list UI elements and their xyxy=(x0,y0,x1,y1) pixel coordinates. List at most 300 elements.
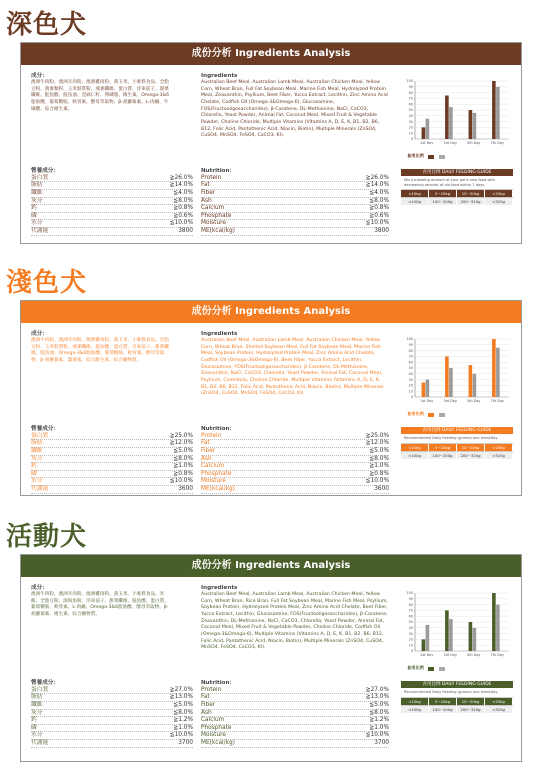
nutrient-name: 磷 xyxy=(31,470,37,477)
legend-title: 食用比例 xyxy=(407,411,424,416)
y-tick-label: 0 xyxy=(410,137,413,142)
nutrient-name: Moisture xyxy=(201,220,226,227)
bar xyxy=(492,81,496,139)
nutrient-value: ≦10.0% xyxy=(169,478,193,485)
bar xyxy=(496,348,500,397)
nutrient-value: ≧1.0% xyxy=(369,724,389,731)
feeding-guide xyxy=(401,167,513,205)
nutrition-zh-block xyxy=(31,426,193,494)
x-tick-label: 5th Day xyxy=(467,141,481,145)
nutrient-name: 蛋白質 xyxy=(31,686,49,693)
nutrient-name: 蛋白質 xyxy=(31,174,49,181)
y-tick-label: 70 xyxy=(408,96,413,101)
x-tick-label: 1st Day xyxy=(420,399,434,403)
nutrient-value: ≦10.0% xyxy=(169,732,193,739)
nutrient-name: Ash xyxy=(201,197,212,204)
nutrient-name: 纖維 xyxy=(31,189,43,196)
y-tick-label: 20 xyxy=(408,637,413,642)
y-tick-label: 90 xyxy=(408,85,413,89)
feeding-amount: 200~320g xyxy=(457,452,485,459)
nutrient-name: Ash xyxy=(201,455,212,462)
nutrient-name: 鈣 xyxy=(31,717,37,724)
nutrient-value: ≧13.0% xyxy=(169,694,193,701)
bar xyxy=(469,622,473,651)
nutrient-value: ≦10.0% xyxy=(169,220,193,227)
y-tick-label: 100 xyxy=(406,337,413,342)
nutrition-row xyxy=(201,440,389,448)
feeding-amount: 200~320g xyxy=(457,198,485,205)
nutrient-name: Fiber xyxy=(201,701,216,708)
nutrient-value: ≧0.8% xyxy=(369,205,389,212)
nutrient-value: ≧1.0% xyxy=(173,463,193,470)
nutrient-name: 灰分 xyxy=(31,455,43,462)
y-tick-label: 10 xyxy=(408,131,413,136)
section-2 xyxy=(0,258,540,496)
nutrient-name: ME(kcal/kg) xyxy=(201,485,235,492)
nutrient-value: 3800 xyxy=(178,227,193,234)
nutrition-row xyxy=(31,213,193,221)
nutrition-row xyxy=(31,220,193,228)
ingredients-en-block xyxy=(201,585,389,652)
nutrition-row xyxy=(31,486,193,494)
nutrient-value: ≧1.2% xyxy=(173,717,193,724)
nutrient-value: ≦8.0% xyxy=(369,197,389,204)
nutrition-zh-list xyxy=(31,175,193,236)
y-tick-label: 60 xyxy=(408,102,413,107)
feeding-amount: <100g xyxy=(401,706,429,713)
nutrient-name: 纖維 xyxy=(31,701,43,708)
nutrient-name: 脂肪 xyxy=(31,182,43,189)
nutrition-row xyxy=(201,687,389,695)
feeding-guide-text: Mix increasing amount of your pet's new food with decreasing amount of old food within 7 days. xyxy=(404,178,496,187)
bar xyxy=(473,628,477,651)
feeding-guide xyxy=(401,679,513,713)
nutrient-value: ≧25.0% xyxy=(169,432,193,439)
y-tick-label: 40 xyxy=(408,372,413,376)
nutrition-en-list xyxy=(201,433,389,494)
nutrient-name: Ash xyxy=(201,709,212,716)
nutrient-name: Phosphate xyxy=(201,724,232,731)
ingredients-en-text: Australian Beef Meal, Australian Lamb Meal, Australian Chicken Meal, Yellow Corn, Wheat Bran, Full Fat Soybean Meal, Marine Fish Meal, Hydrolyzed Protein Meal, Zeaxanthin, Psyllium, Beet Fiber, Yucca Extract, Lecithin, Zinc Amino Acid Chelate, Codfish Oil (Omega-3&Omega-6), Glucosamine, FOS(Fructooligosaccharides), β-Carotene, DL-Methionine, NaCl, CaCO3, Chlorella, Yeast Powder, Animal Fat, Coconut Meal, Mixed Fruit & Vegetable Powder, Choline Chloride, Multiple Vitamins (Vitamins A, D, E, K, B1, B2, B6, B12, Folic Acid, Pantothenic Acid, Niacin, Biotin), Multiple Minerals (ZnSO4, CuSO4, MnSO4, FeSO4, CoCO3, KI). xyxy=(201,79,388,139)
bar xyxy=(422,639,426,651)
nutrition-row xyxy=(201,456,389,464)
y-tick-label: 90 xyxy=(408,597,413,601)
legend-item xyxy=(439,666,446,671)
feeding-chart xyxy=(401,585,513,661)
nutrition-en-list xyxy=(201,687,389,748)
y-tick-label: 30 xyxy=(408,631,413,636)
ingredients-zh-label: 成分： xyxy=(31,585,48,591)
y-tick-label: 0 xyxy=(410,395,413,400)
nutrition-en-label: Nutrition： xyxy=(201,426,236,432)
feeding-amounts-row xyxy=(401,705,513,713)
feeding-weight: 5~10kg xyxy=(429,698,457,705)
nutrient-name: Calcium xyxy=(201,463,225,470)
feeding-amount: >320g xyxy=(485,452,513,459)
ingredients-en-label: Ingredients xyxy=(201,585,238,591)
nutrient-name: Fiber xyxy=(201,189,216,196)
nutrition-zh-block xyxy=(31,168,193,236)
bar xyxy=(426,119,430,139)
analysis-panel xyxy=(20,554,522,762)
nutrient-value: ≧0.6% xyxy=(173,212,193,219)
bar xyxy=(469,365,473,397)
nutrient-name: 纖維 xyxy=(31,447,43,454)
x-tick-label: 3rd Day xyxy=(443,653,457,657)
bar xyxy=(449,368,453,397)
nutrition-en-block xyxy=(201,426,389,494)
x-tick-label: 3rd Day xyxy=(443,141,457,145)
nutrient-name: Fat xyxy=(201,440,210,447)
feeding-weight: 10~20kg xyxy=(457,698,485,705)
y-tick-label: 0 xyxy=(410,649,413,654)
ingredients-en-text: Australian Beef Meal, Australian Lamb Meal, Australian Chicken Meal, Yellow Corn, Wheat Bran, Rice Bran, Full Fat Soybean Meal, Marine Fish Meal, Psyllium, Soybean Protein, Hydrolyzed Protein Meal, Zinc Amino Acid Chelate, Beet Fiber, Yucca Extract, Lecithin, Glucosamine, FOS(Fructooligosaccharides), β-Carotene, Zeaxanthin, DL-Methionine, NaCl, CaCO3, Chlorella, Yeast Powder, Animal Fat, Coconut Meal, Mixed Fruit & Vegetable Powder, Choline Chloride, Codfish Oil (Omega-3&Omega-6), Multiple Vitamins (Vitamins A, D, E, K, B1, B2, B6, B12, Folic Acid, Pantothenic Acid, Niacin, Biotin), Multiple Minerals (ZnSO4, CuSO4, MnSO4, FeSO4, CoCO3, KI). xyxy=(201,591,388,651)
nutrition-row xyxy=(31,687,193,695)
y-tick-label: 100 xyxy=(406,79,413,84)
nutrition-en-list xyxy=(201,175,389,236)
nutrition-row xyxy=(31,740,193,748)
x-tick-label: 1st Day xyxy=(420,141,434,145)
nutrition-row xyxy=(201,220,389,228)
analysis-panel xyxy=(20,42,522,244)
nutrition-row xyxy=(201,717,389,725)
legend-title: 食用比例 xyxy=(407,665,424,670)
feeding-chart xyxy=(401,73,513,149)
nutrient-name: 代謝能 xyxy=(31,739,49,746)
nutrient-name: 灰分 xyxy=(31,709,43,716)
nutrition-row xyxy=(31,732,193,740)
nutrition-row xyxy=(31,456,193,464)
nutrient-name: 水分 xyxy=(31,732,43,739)
bar xyxy=(422,127,426,139)
bar xyxy=(469,110,473,139)
y-tick-label: 30 xyxy=(408,377,413,382)
nutrient-value: 3600 xyxy=(374,485,389,492)
nutrient-value: ≦5.0% xyxy=(173,447,193,454)
nutrition-en-block xyxy=(201,680,389,748)
bar xyxy=(422,383,426,398)
y-tick-label: 50 xyxy=(408,366,413,371)
feeding-weight: <10kg xyxy=(401,190,429,197)
feeding-guide-header: 食用比例 DAILY FEEDING GUIDE xyxy=(401,427,513,434)
feeding-chart-box xyxy=(401,73,513,161)
bar xyxy=(445,96,449,140)
nutrition-row xyxy=(31,205,193,213)
nutrient-value: ≦4.0% xyxy=(173,189,193,196)
nutrient-value: ≧0.8% xyxy=(173,205,193,212)
ingredients-zh-block xyxy=(31,331,171,365)
nutrient-value: ≧27.0% xyxy=(365,686,389,693)
nutrition-row xyxy=(31,440,193,448)
feeding-amounts-row xyxy=(401,451,513,459)
y-tick-label: 20 xyxy=(408,383,413,388)
legend-item xyxy=(439,412,446,417)
section-title: 淺色犬 xyxy=(6,268,88,298)
nutrition-en-label: Nutrition： xyxy=(201,680,236,686)
panel-header: 成份分析 Ingredients Analysis xyxy=(21,43,521,65)
nutrient-name: Fat xyxy=(201,694,210,701)
nutrient-value: ≦8.0% xyxy=(173,455,193,462)
nutrient-name: 代謝能 xyxy=(31,227,49,234)
nutrient-value: 3600 xyxy=(178,485,193,492)
nutrient-value: 3700 xyxy=(374,739,389,746)
legend-item xyxy=(439,154,446,159)
nutrition-row xyxy=(201,486,389,494)
feeding-guide-header: 食用比例 DAILY FEEDING GUIDE xyxy=(401,169,513,176)
feeding-weight: 10~20kg xyxy=(457,444,485,451)
nutrient-value: ≦5.0% xyxy=(369,447,389,454)
ingredients-zh-block xyxy=(31,585,171,619)
nutrient-value: ≧26.0% xyxy=(169,174,193,181)
y-tick-label: 20 xyxy=(408,125,413,130)
nutrition-row xyxy=(201,471,389,479)
nutrient-value: ≦5.0% xyxy=(369,701,389,708)
nutrition-row xyxy=(31,190,193,198)
feeding-weight: 5~10kg xyxy=(429,444,457,451)
nutrient-value: ≧1.2% xyxy=(369,717,389,724)
nutrition-row xyxy=(31,198,193,206)
nutrient-name: Fiber xyxy=(201,447,216,454)
nutrient-value: ≧0.6% xyxy=(369,212,389,219)
nutrition-row xyxy=(201,448,389,456)
feeding-amount: 100~200g xyxy=(429,706,457,713)
nutrition-row xyxy=(201,710,389,718)
nutrient-value: ≧14.0% xyxy=(365,182,389,189)
nutrition-row xyxy=(201,702,389,710)
nutrient-name: Calcium xyxy=(201,717,225,724)
bar xyxy=(492,339,496,397)
nutrient-value: ≧25.0% xyxy=(365,432,389,439)
nutrition-row xyxy=(31,694,193,702)
nutrition-en-block xyxy=(201,168,389,236)
nutrition-row xyxy=(31,702,193,710)
nutrient-name: Phosphate xyxy=(201,470,232,477)
feeding-guide-text: Recommended Daily Feeding (grams) one meal/day. xyxy=(404,690,499,694)
nutrition-zh-block xyxy=(31,680,193,748)
y-tick-label: 40 xyxy=(408,626,413,630)
y-tick-label: 50 xyxy=(408,620,413,625)
section-title: 活動犬 xyxy=(6,522,88,552)
nutrition-row xyxy=(201,740,389,748)
analysis-panel xyxy=(20,300,522,496)
section-title: 深色犬 xyxy=(6,10,88,40)
nutrition-zh-label: 營養成分： xyxy=(31,426,59,432)
y-tick-label: 30 xyxy=(408,119,413,124)
nutrition-row xyxy=(201,205,389,213)
nutrition-row xyxy=(31,448,193,456)
feeding-guide-header: 食用比例 DAILY FEEDING GUIDE xyxy=(401,681,513,688)
bar xyxy=(449,107,453,139)
feeding-amount: 200~320g xyxy=(457,706,485,713)
y-tick-label: 80 xyxy=(408,602,413,607)
nutrient-value: ≦10.0% xyxy=(365,732,389,739)
nutrition-row xyxy=(201,732,389,740)
nutrition-row xyxy=(201,463,389,471)
nutrient-name: 代謝能 xyxy=(31,485,49,492)
nutrition-row xyxy=(31,710,193,718)
y-tick-label: 60 xyxy=(408,614,413,619)
nutrition-row xyxy=(201,190,389,198)
nutrition-row xyxy=(201,198,389,206)
ingredients-zh-label: 成分： xyxy=(31,73,48,79)
nutrition-zh-label: 營養成分： xyxy=(31,168,59,174)
feeding-amount: >320g xyxy=(485,198,513,205)
nutrition-row xyxy=(31,471,193,479)
feeding-weights-row xyxy=(401,697,513,705)
nutrient-name: Moisture xyxy=(201,732,226,739)
feeding-guide xyxy=(401,425,513,459)
nutrition-row xyxy=(201,228,389,236)
feeding-amounts-row xyxy=(401,197,513,205)
nutrient-name: 鈣 xyxy=(31,205,37,212)
nutrition-row xyxy=(201,433,389,441)
feeding-amount: 100~200g xyxy=(429,198,457,205)
nutrient-value: ≦5.0% xyxy=(173,701,193,708)
feeding-guide-text: Recommended Daily Feeding (grams) one meal/day. xyxy=(404,436,499,440)
bar xyxy=(473,374,477,397)
feeding-weight: 5~10kg xyxy=(429,190,457,197)
feeding-amount: <100g xyxy=(401,452,429,459)
nutrient-name: 脂肪 xyxy=(31,694,43,701)
feeding-amount: >320g xyxy=(485,706,513,713)
ingredients-en-label: Ingredients xyxy=(201,73,238,79)
y-tick-label: 70 xyxy=(408,354,413,359)
nutrient-value: ≦10.0% xyxy=(365,220,389,227)
nutrient-name: Protein xyxy=(201,432,222,439)
nutrient-name: 水分 xyxy=(31,478,43,485)
nutrient-name: 灰分 xyxy=(31,197,43,204)
x-tick-label: 7th Day xyxy=(490,141,504,145)
nutrient-value: ≧27.0% xyxy=(169,686,193,693)
x-tick-label: 5th Day xyxy=(467,653,481,657)
nutrient-name: 水分 xyxy=(31,220,43,227)
feeding-chart-box xyxy=(401,585,513,673)
y-tick-label: 90 xyxy=(408,343,413,347)
bar xyxy=(496,87,500,139)
nutrient-name: 蛋白質 xyxy=(31,432,49,439)
nutrient-name: ME(kcal/kg) xyxy=(201,227,235,234)
feeding-weight: >20kg xyxy=(485,190,513,197)
feeding-weights-row xyxy=(401,189,513,197)
ingredients-zh-text: 澳洲牛肉粉、澳洲羊肉粉、澳洲雞肉粉、黃玉米、小麥麩食品、米飯、全脂豆粉、深海魚粉、洋車前子、甜菜纖維、鮭魚酸、蛋白質、葡萄糖胺、軟骨素、L-肉鹼、Omega-3&6脂肪酸、酵母萃取物、β-胡蘿蔔素、維生素、綜合礦物質。 xyxy=(31,591,169,618)
nutrient-value: ≦8.0% xyxy=(369,455,389,462)
bar xyxy=(426,625,430,651)
nutrition-row xyxy=(201,175,389,183)
nutrient-value: ≦8.0% xyxy=(173,197,193,204)
x-tick-label: 5th Day xyxy=(467,399,481,403)
ingredients-en-label: Ingredients xyxy=(201,331,238,337)
y-tick-label: 80 xyxy=(408,348,413,353)
nutrition-row xyxy=(31,478,193,486)
nutrition-row xyxy=(201,694,389,702)
feeding-weight: 10~20kg xyxy=(457,190,485,197)
nutrition-row xyxy=(31,463,193,471)
feeding-weight: <10kg xyxy=(401,698,429,705)
y-tick-label: 10 xyxy=(408,389,413,394)
y-tick-label: 100 xyxy=(406,591,413,596)
ingredients-en-block xyxy=(201,331,389,398)
section-3 xyxy=(0,512,540,762)
y-tick-label: 70 xyxy=(408,608,413,613)
legend-item xyxy=(428,666,435,671)
nutrient-value: 3700 xyxy=(178,739,193,746)
nutrient-name: Protein xyxy=(201,686,222,693)
nutrient-name: Calcium xyxy=(201,205,225,212)
x-tick-label: 1st Day xyxy=(420,653,434,657)
feeding-weight: >20kg xyxy=(485,698,513,705)
y-tick-label: 10 xyxy=(408,643,413,648)
section-1 xyxy=(0,0,540,244)
nutrient-value: ≧13.0% xyxy=(365,694,389,701)
y-tick-label: 40 xyxy=(408,114,413,118)
nutrient-name: Phosphate xyxy=(201,212,232,219)
nutrient-value: ≧0.8% xyxy=(173,470,193,477)
bar xyxy=(445,356,449,397)
bar xyxy=(449,619,453,651)
x-tick-label: 7th Day xyxy=(490,399,504,403)
nutrition-zh-list xyxy=(31,433,193,494)
nutrient-name: 脂肪 xyxy=(31,440,43,447)
nutrient-value: ≦8.0% xyxy=(369,709,389,716)
nutrient-name: 磷 xyxy=(31,724,37,731)
bar xyxy=(492,593,496,651)
nutrition-zh-list xyxy=(31,687,193,748)
nutrition-row xyxy=(31,228,193,236)
nutrition-row xyxy=(31,182,193,190)
ingredients-en-text: Australian Beef Meal, Australian Lamb Meal, Australian Chicken Meal, Yellow Corn, Wheat Bran, Shelled Soybean Meal, Full Fat Soybean Meal, Marine Fish Meal, Soybean Protein, Hydrolyzed Protein Meal, Zinc Amino Acid Chelate, Codfish Oil (Omega-3&Omega-6), Beet Fiber, Yucca Extract, Lecithin, Glucosamine, FOS(Fructooligosaccharides), β-Carotene, DL-Methionine, Zeaxanthin, NaCl, CaCO3, Chlorella, Yeast Powder, Animal Fat, Coconut Meal, Psyllium, Calendula, Choline Chloride, Multiple Vitamins (Vitamins A, D, E, K, B1, B2, B6, B12, Folic Acid, Pantothenic Acid, Niacin, Biotin), Multiple Minerals (ZnSO4, CuSO4, MnSO4, FeSO4, CoCO3, KI). xyxy=(201,337,384,397)
feeding-chart-box xyxy=(401,331,513,419)
nutrient-value: ≧1.0% xyxy=(173,724,193,731)
ingredients-zh-label: 成分： xyxy=(31,331,48,337)
x-tick-label: 7th Day xyxy=(490,653,504,657)
nutrient-value: ≧12.0% xyxy=(365,440,389,447)
y-tick-label: 50 xyxy=(408,108,413,113)
bar xyxy=(496,605,500,651)
nutrient-value: ≧26.0% xyxy=(365,174,389,181)
ingredients-zh-text: 澳洲牛肉粉、澳洲羊肉粉、澳洲雞肉粉、黃玉米、小麥麩食品、全脂豆粉、燕麥類粉、玉米麩質粉、燕麥纖維、蛋白質、洋車前子、甜菜纖維、鮭魚酸、鮭魚油、亞麻仁籽、卵磷脂、維生素、Omega-3&6脂肪酸、葡萄糖胺、軟骨素、酵母萃取物、β-胡蘿蔔素、L-肉鹼、牛磺酸、綜合維生素。 xyxy=(31,79,169,112)
feeding-weight: >20kg xyxy=(485,444,513,451)
chart-legend xyxy=(401,665,513,671)
nutrient-name: 磷 xyxy=(31,212,37,219)
nutrient-name: ME(kcal/kg) xyxy=(201,739,235,746)
chart-legend xyxy=(401,411,513,417)
nutrient-value: ≦10.0% xyxy=(365,478,389,485)
legend-title: 食用比例 xyxy=(407,153,424,158)
nutrition-row xyxy=(31,725,193,733)
nutrition-row xyxy=(201,213,389,221)
panel-header: 成份分析 Ingredients Analysis xyxy=(21,301,521,323)
feeding-amount: <100g xyxy=(401,198,429,205)
nutrient-value: 3800 xyxy=(374,227,389,234)
nutrition-row xyxy=(201,182,389,190)
x-tick-label: 3rd Day xyxy=(443,399,457,403)
nutrition-row xyxy=(201,478,389,486)
panel-header: 成份分析 Ingredients Analysis xyxy=(21,555,521,577)
bar xyxy=(445,610,449,651)
nutrient-value: ≧0.8% xyxy=(369,470,389,477)
nutrition-zh-label: 營養成分： xyxy=(31,680,59,686)
feeding-amount: 100~200g xyxy=(429,452,457,459)
nutrient-value: ≧14.0% xyxy=(169,182,193,189)
ingredients-zh-block xyxy=(31,73,171,114)
nutrition-row xyxy=(31,717,193,725)
feeding-weights-row xyxy=(401,443,513,451)
feeding-chart xyxy=(401,331,513,407)
nutrient-name: Protein xyxy=(201,174,222,181)
y-tick-label: 60 xyxy=(408,360,413,365)
nutrient-value: ≦8.0% xyxy=(173,709,193,716)
nutrition-row xyxy=(31,175,193,183)
